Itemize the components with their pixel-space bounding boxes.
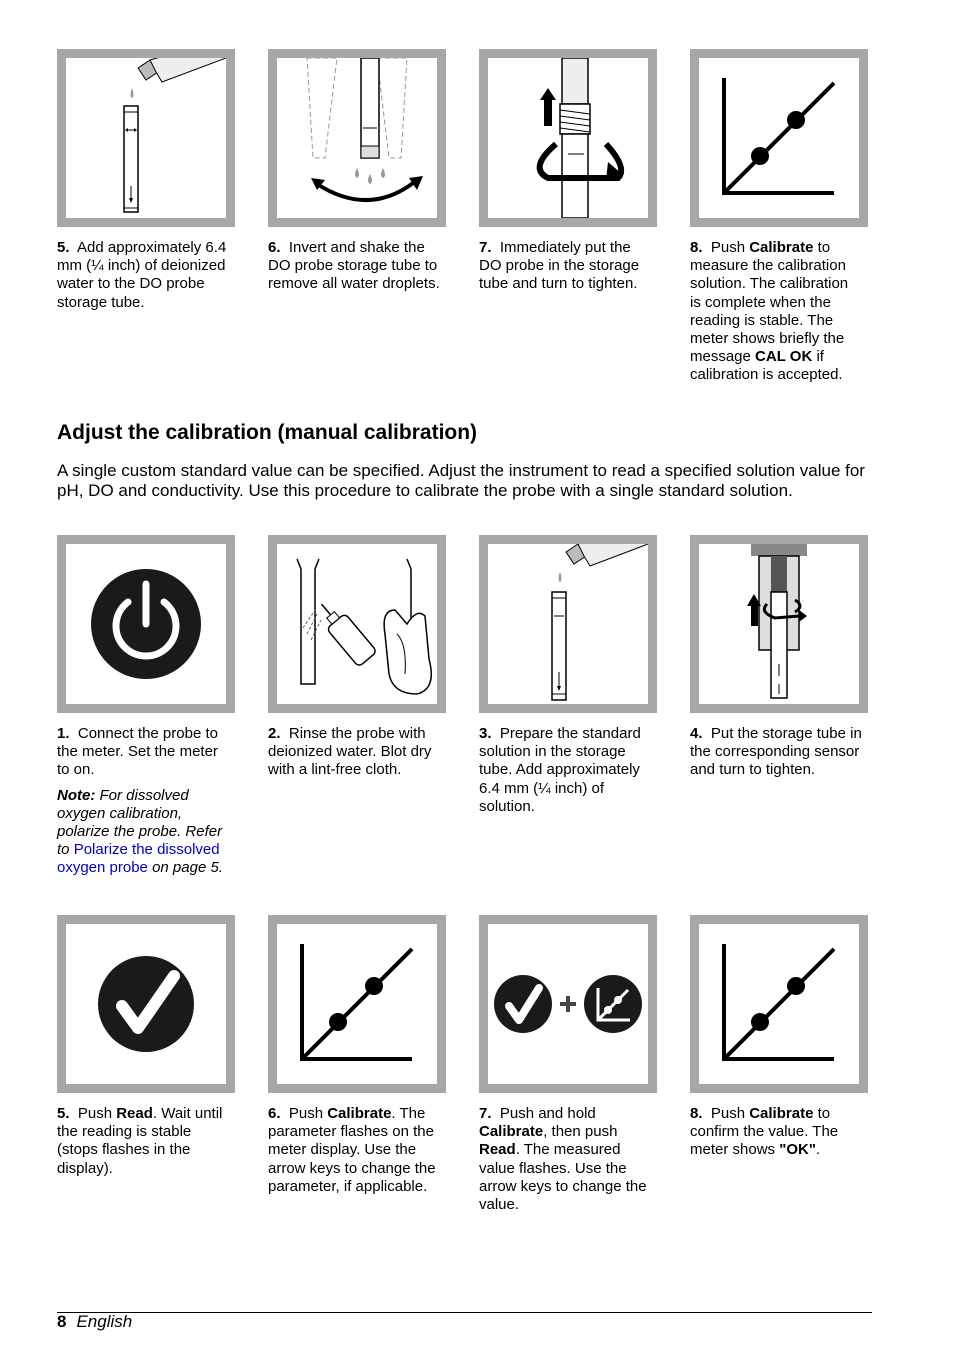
step-text-post: . The parameter flashes on the meter display. Use the arrow keys to change the parameter, if applicable. — [268, 1105, 436, 1195]
step-text: Rinse the probe with deionized water. Blot dry with a lint-free cloth. — [268, 725, 432, 779]
step-text: Connect the probe to the meter. Set the meter to on. — [57, 725, 218, 779]
step-text-pre: Push — [288, 1105, 328, 1122]
calibration-graph-icon — [699, 924, 859, 1084]
step-text-post: if calibration is accepted. — [690, 348, 843, 384]
section-heading: Adjust the calibration (manual calibration) — [57, 421, 478, 444]
note-tail: on page 5. — [147, 859, 223, 877]
step-number: 8. — [690, 1105, 703, 1122]
step-7-put-probe — [479, 239, 651, 294]
figure-calibrate-plus-read — [479, 915, 657, 1093]
standard-tube-icon — [488, 544, 648, 704]
read-key-label: Read — [116, 1105, 153, 1122]
step-number: 7. — [479, 239, 492, 256]
step-7-hold-calibrate — [479, 1105, 651, 1214]
polarize-probe-link[interactable]: Polarize the dissolved oxygen probe — [57, 841, 220, 877]
step-number: 5. — [57, 1105, 70, 1122]
step-number: 5. — [57, 239, 70, 256]
footer-language: English — [76, 1312, 133, 1331]
step-2-rinse-probe — [268, 725, 440, 780]
step-number: 2. — [268, 725, 281, 742]
step-text-post: . Wait until the reading is stable (stops flashes in the display). — [57, 1105, 223, 1177]
cal-ok-message: CAL OK — [755, 348, 813, 366]
step-number: 3. — [479, 725, 492, 742]
step-text-pre: Push — [710, 1105, 750, 1122]
step-4-attach-tube — [690, 725, 862, 780]
step-text: Prepare the standard solution in the storage tube. Add approximately 6.4 mm (¼ inch) of solution. — [479, 725, 641, 815]
rinse-bottle-icon — [277, 544, 437, 704]
step-text-pre: Push — [77, 1105, 117, 1122]
attach-tube-icon — [699, 544, 859, 704]
calibrate-key-label: Calibrate — [749, 1105, 814, 1122]
step-5-push-read — [57, 1105, 229, 1178]
read-check-icon — [66, 924, 226, 1084]
step-8-confirm — [690, 1105, 862, 1160]
step-text-pre: Push — [710, 239, 750, 256]
read-key-label: Read — [479, 1141, 516, 1159]
power-icon — [66, 544, 226, 704]
calibrate-key-label: Calibrate — [479, 1123, 544, 1141]
step-text: Immediately put the DO probe in the storage tube and turn to tighten. — [479, 239, 640, 293]
figure-invert-shake — [268, 49, 446, 227]
figure-add-water — [57, 49, 235, 227]
step-6-push-calibrate — [268, 1105, 440, 1196]
page-footer — [57, 1312, 132, 1332]
step-number: 8. — [690, 239, 703, 256]
figure-attach-storage-tube — [690, 535, 868, 713]
note — [57, 787, 229, 878]
calibration-graph-icon — [699, 58, 859, 218]
figure-power-on — [57, 535, 235, 713]
page-number: 8 — [57, 1312, 67, 1331]
step-text: Add approximately 6.4 mm (¼ inch) of deionized water to the DO probe storage tube. — [57, 239, 227, 311]
step-number: 4. — [690, 725, 703, 742]
bottle-tube-icon — [66, 58, 226, 218]
figure-confirm-calibrate — [690, 915, 868, 1093]
step-number: 6. — [268, 239, 281, 256]
step-8-push-calibrate — [690, 239, 862, 385]
step-text-post: . The measured value flashes. Use the arrow keys to change the value. — [479, 1141, 647, 1214]
calibrate-key-label: Calibrate — [327, 1105, 392, 1122]
step-number: 7. — [479, 1105, 492, 1122]
step-1-connect-probe — [57, 725, 229, 878]
section-intro: A single custom standard value can be specified. Adjust the instrument to read a specified solution value for pH, DO and conductivity. Use this procedure to calibrate the probe with a single standard solution. — [57, 461, 865, 500]
step-text-mid: , then push — [543, 1123, 618, 1141]
read-plus-calibrate-icon — [488, 924, 648, 1084]
step-text: Put the storage tube in the corresponding sensor and turn to tighten. — [690, 725, 862, 779]
footer-rule — [57, 1312, 872, 1313]
step-6-invert-shake — [268, 239, 440, 294]
step-text-post: . — [815, 1141, 821, 1159]
note-label: Note: — [57, 786, 96, 804]
figure-rinse-probe — [268, 535, 446, 713]
step-3-prepare-standard — [479, 725, 651, 816]
step-text: Invert and shake the DO probe storage tube to remove all water droplets. — [268, 239, 440, 293]
step-text-pre: Push and hold — [499, 1105, 596, 1122]
step-number: 1. — [57, 725, 70, 742]
step-5-add-water — [57, 239, 229, 312]
figure-push-calibrate — [268, 915, 446, 1093]
figure-push-read — [57, 915, 235, 1093]
figure-calibration-graph — [690, 49, 868, 227]
calibration-graph-icon — [277, 924, 437, 1084]
note-text: For dissolved oxygen calibration, polarize the probe. Refer to — [57, 786, 223, 859]
step-text-mid: to measure the calibration solution. The calibration is complete when the reading is stable. The meter shows briefly the message — [690, 239, 849, 366]
step-number: 6. — [268, 1105, 281, 1122]
calibrate-key-label: Calibrate — [749, 239, 814, 256]
shake-tube-icon — [277, 58, 437, 218]
ok-message: "OK" — [779, 1141, 816, 1159]
figure-prepare-standard — [479, 535, 657, 713]
twist-tube-icon — [488, 58, 648, 218]
step-text-mid: to confirm the value. The meter shows — [690, 1105, 839, 1159]
figure-put-probe — [479, 49, 657, 227]
